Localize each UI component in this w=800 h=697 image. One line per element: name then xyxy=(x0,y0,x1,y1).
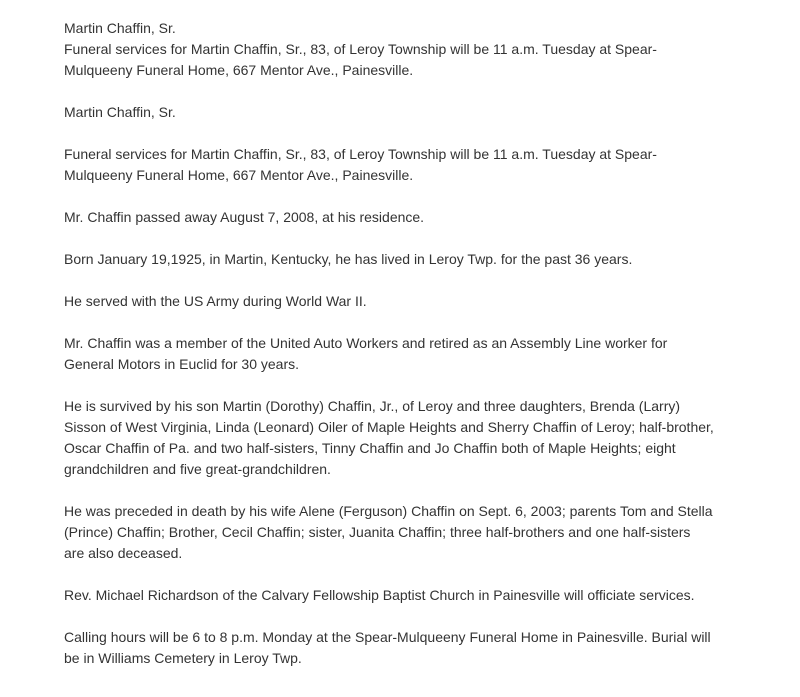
obituary-summary: Funeral services for Martin Chaffin, Sr., 83, of Leroy Township will be 11 a.m. Tuesday at Spear-Mulqueeny Funeral Home, 667 Mentor Ave., Painesville. xyxy=(64,41,657,78)
obituary-heading-name: Martin Chaffin, Sr. xyxy=(64,20,176,36)
obituary-paragraph: Mr. Chaffin passed away August 7, 2008, at his residence. xyxy=(64,209,425,225)
obituary-paragraph: Calling hours will be 6 to 8 p.m. Monday at the Spear-Mulqueeny Funeral Home in Painesville. Burial will be in Williams Cemetery in Leroy Twp. xyxy=(64,629,711,666)
obituary-article xyxy=(64,18,714,690)
obituary-paragraph: Mr. Chaffin was a member of the United Auto Workers and retired as an Assembly Line worker for General Motors in Euclid for 30 years. xyxy=(64,335,668,372)
obituary-paragraph: Funeral services for Martin Chaffin, Sr., 83, of Leroy Township will be 11 a.m. Tuesday at Spear-Mulqueeny Funeral Home, 667 Mentor Ave., Painesville. xyxy=(64,146,657,183)
obituary-paragraph: He served with the US Army during World War II. xyxy=(64,293,367,309)
obituary-paragraph: Martin Chaffin, Sr. xyxy=(64,104,176,120)
obituary-paragraph: Born January 19,1925, in Martin, Kentucky, he has lived in Leroy Twp. for the past 36 years. xyxy=(64,251,633,267)
obituary-paragraph: He was preceded in death by his wife Alene (Ferguson) Chaffin on Sept. 6, 2003; parents Tom and Stella (Prince) Chaffin; Brother, Cecil Chaffin; sister, Juanita Chaffin; three half-brothers and one half-sisters are also deceased. xyxy=(64,503,713,561)
obituary-paragraph: He is survived by his son Martin (Dorothy) Chaffin, Jr., of Leroy and three daughters, Brenda (Larry) Sisson of West Virginia, Linda (Leonard) Oiler of Maple Heights and Sherry Chaffin of Leroy; half-brother, Oscar Chaffin of Pa. and two half-sisters, Tinny Chaffin and Jo Chaffin both of Maple Heights; eight grandchildren and five great-grandchildren. xyxy=(64,398,714,477)
obituary-paragraph: Rev. Michael Richardson of the Calvary Fellowship Baptist Church in Painesville will officiate services. xyxy=(64,587,695,603)
